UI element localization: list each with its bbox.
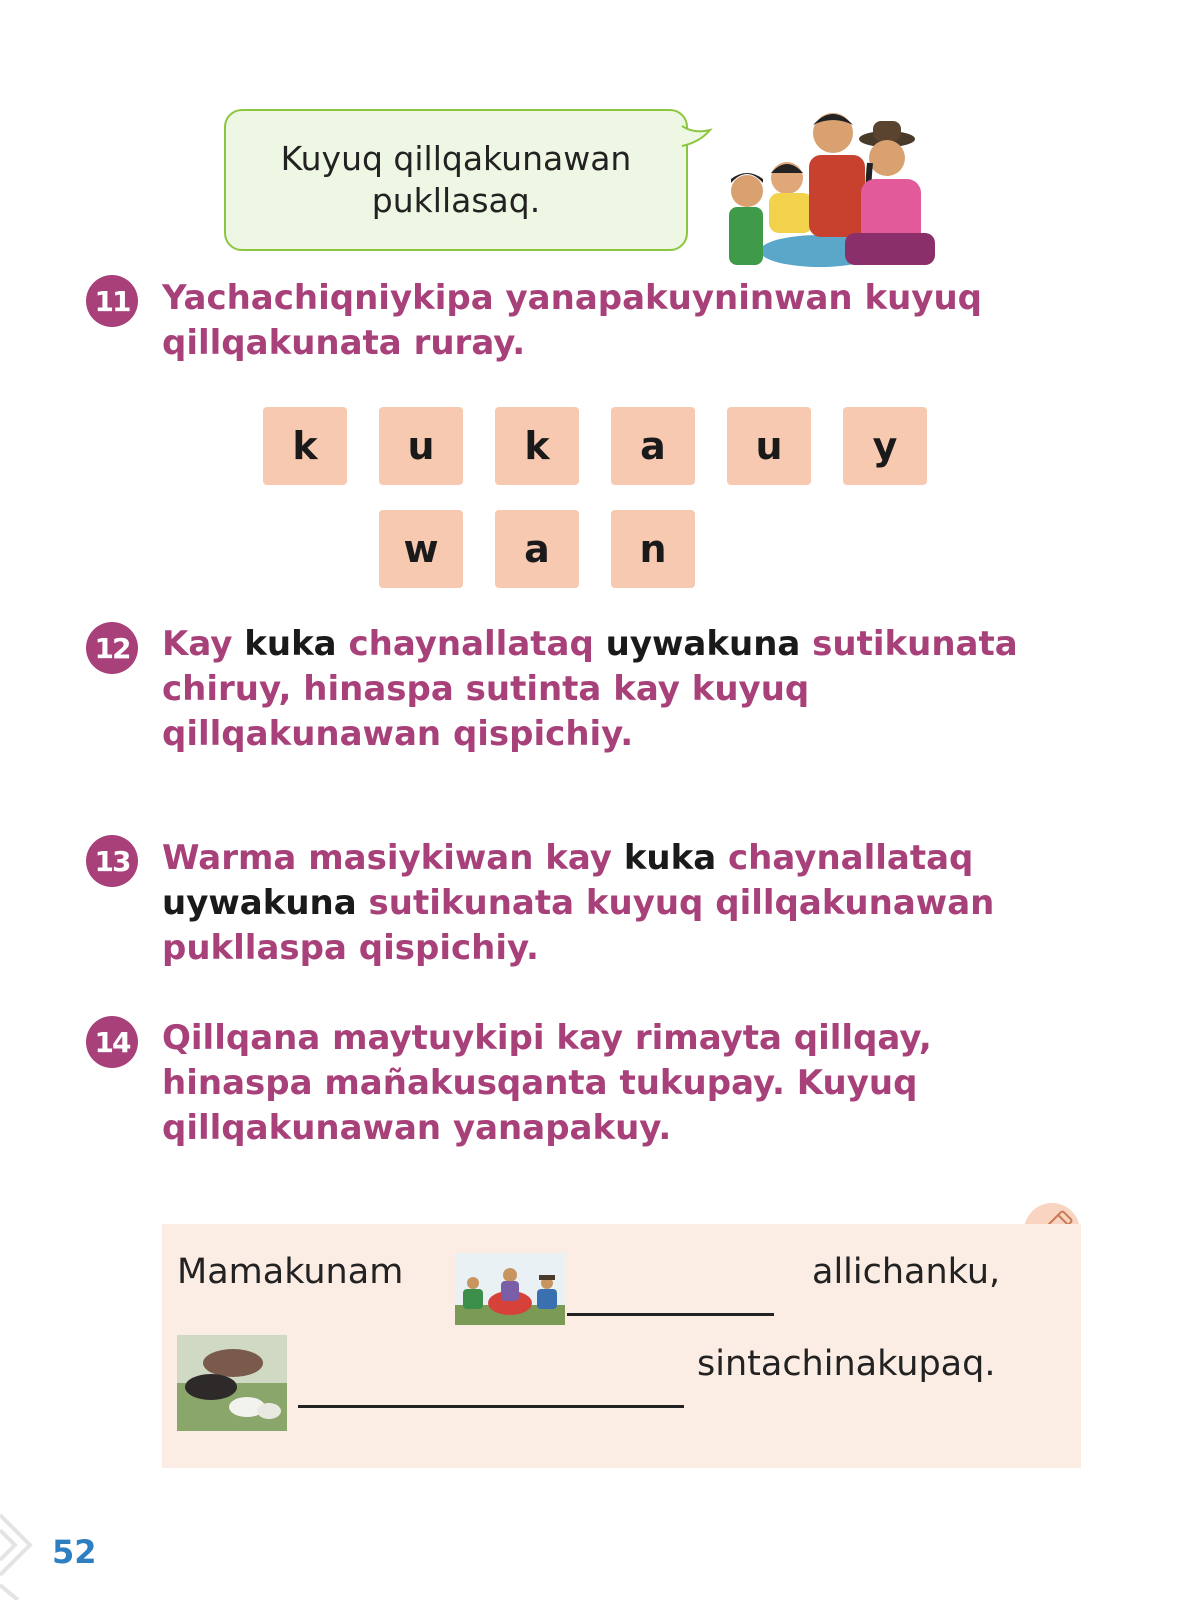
task-text-segment: chaynallataq — [336, 624, 606, 664]
task-text-segment: sutikunata chiruy, hinaspa sutinta kay kuyuq qillqakunawan qispichiy. — [162, 624, 1018, 754]
task-text-segment: Warma masiykiwan kay — [162, 838, 624, 878]
exercise-line1-start: Mamakunam — [177, 1252, 404, 1292]
letter-tile[interactable]: w — [379, 510, 463, 588]
letter-tile[interactable]: k — [263, 407, 347, 485]
letter-tile[interactable]: a — [495, 510, 579, 588]
task-11-number: 11 — [86, 275, 138, 327]
coca-ritual-picture — [455, 1253, 565, 1325]
task-14-number: 14 — [86, 1016, 138, 1068]
letter-tile[interactable]: y — [843, 407, 927, 485]
letter-tile[interactable]: n — [611, 510, 695, 588]
task-text-keyword: kuka — [244, 624, 337, 664]
task-text-keyword: kuka — [623, 838, 717, 878]
page-number: 52 — [52, 1533, 97, 1571]
livestock-picture — [177, 1335, 287, 1431]
letter-tile[interactable]: u — [379, 407, 463, 485]
letter-tile[interactable]: a — [611, 407, 695, 485]
letter-tile[interactable]: k — [495, 407, 579, 485]
family-illustration — [725, 103, 940, 268]
task-text-segment: chaynallataq — [716, 838, 974, 878]
task-11-instruction: Yachachiqniykipa yanapakuyninwan kuyuq qillqakunata ruray. — [162, 278, 983, 363]
task-13-number: 13 — [86, 835, 138, 887]
letter-tile[interactable]: u — [727, 407, 811, 485]
exercise-line2-end: sintachinakupaq. — [697, 1344, 996, 1384]
task-13-instruction — [162, 836, 1022, 971]
answer-blank-2[interactable] — [298, 1405, 684, 1408]
corner-ornament — [0, 1505, 44, 1600]
task-text-segment: Kay — [162, 624, 245, 664]
task-text-segment: sutikunata kuyuq qillqakunawan pukllaspa qispichiy. — [162, 883, 995, 968]
task-text-keyword: uywakuna — [162, 883, 357, 923]
answer-blank-1[interactable] — [567, 1313, 774, 1316]
task-12-instruction — [162, 622, 1022, 757]
speech-bubble — [224, 109, 688, 251]
task-14-instruction: Qillqana maytuykipi kay rimayta qillqay, hinaspa mañakusqanta tukupay. Kuyuq qillqakunawan yanapakuy. — [162, 1018, 932, 1148]
speech-bubble-text: Kuyuq qillqakunawan pukllasaq. — [280, 139, 632, 220]
speech-bubble-tail — [680, 120, 716, 154]
task-text-keyword: uywakuna — [605, 624, 801, 664]
exercise-line1-end: allichanku, — [812, 1252, 1001, 1292]
task-12-number: 12 — [86, 622, 138, 674]
